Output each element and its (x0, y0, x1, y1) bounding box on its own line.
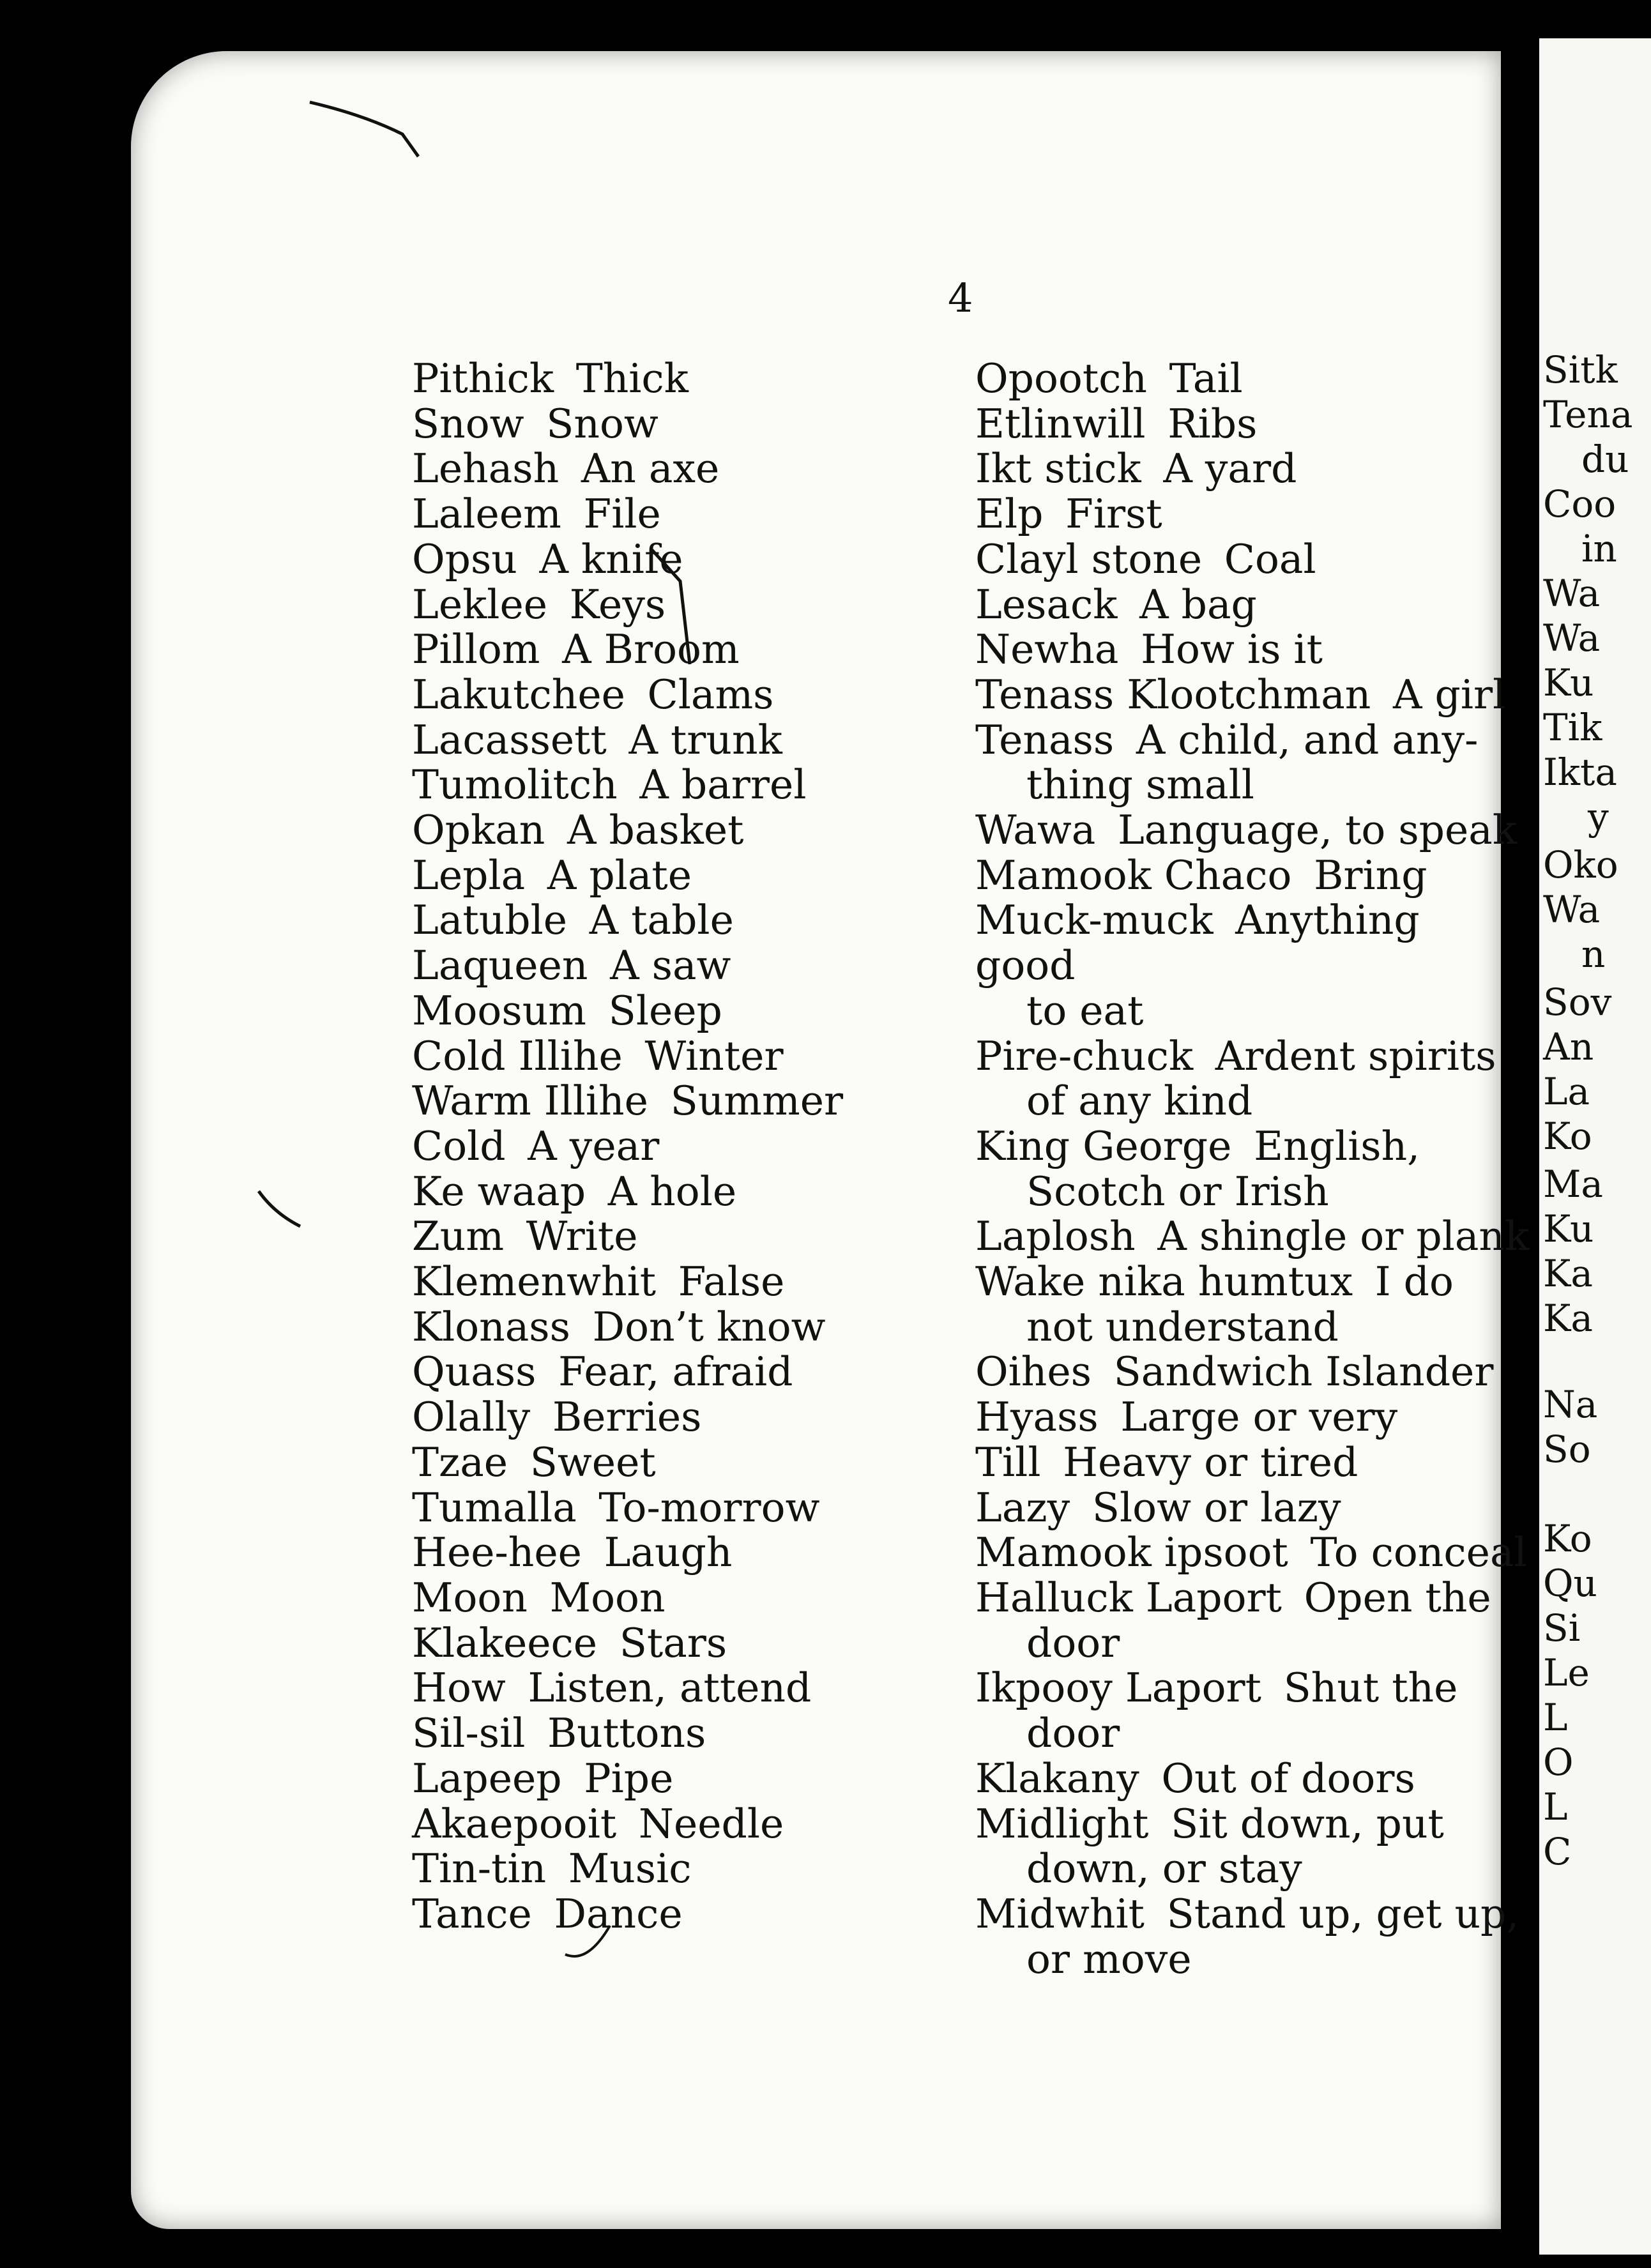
adjacent-page-text-fragment: An (1543, 1025, 1594, 1069)
chinook-word: Sil-sil (412, 1710, 526, 1757)
english-meaning: First (1065, 491, 1162, 538)
adjacent-page-text-fragment: Ko (1543, 1517, 1592, 1560)
english-meaning: An axe (581, 445, 720, 492)
vocabulary-entry (412, 1892, 897, 1937)
vocabulary-entry (975, 1214, 1531, 1260)
english-meaning: Buttons (547, 1710, 706, 1757)
meaning-continuation: thing small (1026, 761, 1254, 809)
adjacent-page-text-fragment: O (1543, 1740, 1574, 1784)
chinook-word: Pire-chuck (975, 1032, 1194, 1079)
english-meaning: Snow (546, 400, 658, 447)
adjacent-page-text-fragment: C (1543, 1830, 1572, 1873)
english-meaning: Summer (670, 1077, 844, 1125)
vocabulary-entry (412, 1621, 897, 1666)
english-meaning: Winter (644, 1032, 784, 1079)
english-meaning: I do (1374, 1258, 1454, 1305)
vocabulary-entry (975, 446, 1531, 492)
chinook-word: How (412, 1664, 506, 1712)
english-meaning: A barrel (639, 761, 807, 809)
chinook-word: Warm Illihe (412, 1077, 648, 1125)
vocabulary-entry (412, 853, 897, 899)
chinook-word: Clayl stone (975, 535, 1203, 582)
chinook-word: Klakeece (412, 1619, 598, 1666)
vocabulary-entry (412, 1802, 897, 1847)
chinook-word: Ke waap (412, 1168, 586, 1215)
vocabulary-entry (412, 1214, 897, 1260)
vocabulary-entry (975, 1576, 1531, 1666)
english-meaning: False (678, 1258, 785, 1305)
adjacent-page-text-fragment: Coo (1543, 482, 1617, 526)
english-meaning: How is it (1141, 626, 1323, 673)
chinook-word: Halluck Laport (975, 1574, 1282, 1621)
chinook-word: Etlinwill (975, 400, 1146, 447)
chinook-word: Pillom (412, 626, 540, 673)
english-meaning: Coal (1224, 535, 1316, 582)
english-meaning: Ribs (1168, 400, 1258, 447)
english-meaning: Slow or lazy (1092, 1484, 1341, 1531)
page-number: 4 (948, 275, 973, 321)
english-meaning: To conceal (1310, 1529, 1527, 1576)
chinook-word: Laqueen (412, 942, 588, 989)
vocabulary-entry (975, 1440, 1531, 1486)
chinook-word: Ikpooy Laport (975, 1664, 1261, 1712)
chinook-word: Mamook ipsoot (975, 1529, 1288, 1576)
english-meaning: Thick (575, 355, 689, 402)
vocabulary-entry (412, 943, 897, 989)
pen-mark (307, 89, 422, 160)
chinook-word: Cold Illihe (412, 1032, 623, 1079)
chinook-word: Latuble (412, 897, 568, 944)
english-meaning: Bring (1314, 851, 1427, 899)
vocabulary-entry (412, 1169, 897, 1215)
chinook-word: Tenass (975, 716, 1115, 763)
vocabulary-entry (412, 492, 897, 537)
chinook-word: Laplosh (975, 1213, 1136, 1260)
chinook-word: Opootch (975, 355, 1148, 402)
english-meaning: Stand up, get up, (1166, 1890, 1519, 1937)
chinook-word: King George (975, 1122, 1232, 1169)
vocabulary-entry (975, 1486, 1531, 1531)
english-meaning: A girl (1393, 671, 1506, 718)
vocabulary-entry (975, 1756, 1531, 1802)
adjacent-page-text-fragment: Le (1543, 1651, 1590, 1694)
chinook-word: Lesack (975, 581, 1118, 628)
adjacent-page-text-fragment: Tik (1543, 706, 1602, 749)
english-meaning: Tail (1169, 355, 1243, 402)
chinook-word: Tumolitch (412, 761, 618, 809)
adjacent-page-text-fragment: Ku (1543, 661, 1594, 704)
adjacent-page-text-fragment: Wa (1543, 888, 1601, 931)
english-meaning: Write (526, 1213, 638, 1260)
pen-mark (642, 543, 712, 671)
vocabulary-entry (412, 1486, 897, 1531)
english-meaning: Don’t know (592, 1303, 826, 1350)
chinook-word: Tance (412, 1890, 532, 1937)
english-meaning: A trunk (628, 716, 782, 763)
vocabulary-entry (412, 989, 897, 1034)
meaning-continuation: of any kind (1026, 1077, 1253, 1125)
english-meaning: A shingle or plank (1157, 1213, 1530, 1260)
adjacent-page-text-fragment: Si (1543, 1606, 1581, 1650)
adjacent-page-edge (1539, 38, 1651, 2255)
chinook-word: Moosum (412, 987, 587, 1034)
vocabulary-entry (412, 446, 897, 492)
chinook-word: Klonass (412, 1303, 570, 1350)
adjacent-page-text-fragment: L (1543, 1785, 1568, 1829)
english-meaning: A yard (1163, 445, 1297, 492)
vocabulary-entry (412, 1530, 897, 1576)
chinook-word: Klemenwhit (412, 1258, 657, 1305)
vocabulary-entry (975, 1892, 1531, 1982)
adjacent-page-text-fragment: Wa (1543, 616, 1601, 660)
meaning-continuation: door (1026, 1619, 1120, 1666)
vocabulary-entry (412, 1666, 897, 1711)
adjacent-page-text-fragment: Tena (1543, 393, 1633, 436)
vocabulary-entry (975, 1666, 1531, 1756)
english-meaning: Open the (1304, 1574, 1491, 1621)
vocabulary-entry (412, 1079, 897, 1124)
english-meaning: Dance (554, 1890, 683, 1937)
vocabulary-entry (412, 673, 897, 718)
vocabulary-entry (975, 673, 1531, 718)
adjacent-page-text-fragment: Ko (1543, 1115, 1592, 1158)
adjacent-page-text-fragment: Sitk (1543, 348, 1618, 392)
vocabulary-entry (412, 1711, 897, 1756)
vocabulary-entry (412, 1846, 897, 1892)
vocabulary-entry (412, 1034, 897, 1079)
english-meaning: Pipe (584, 1754, 674, 1802)
vocabulary-entry (412, 1440, 897, 1486)
pen-mark (255, 1188, 307, 1233)
vocabulary-entry (975, 356, 1531, 402)
chinook-word: Akaepooit (412, 1800, 617, 1847)
chinook-word: Lepla (412, 851, 526, 899)
vocabulary-entry (975, 898, 1531, 1033)
english-meaning: Listen, attend (528, 1664, 812, 1712)
english-meaning: Clams (647, 671, 774, 718)
english-meaning: A bag (1139, 581, 1257, 628)
chinook-word: Wake nika humtux (975, 1258, 1353, 1305)
chinook-word: Lehash (412, 445, 559, 492)
chinook-word: Midwhit (975, 1890, 1145, 1937)
chinook-word: Ikt stick (975, 445, 1141, 492)
adjacent-page-text-fragment: n (1581, 932, 1606, 976)
vocabulary-entry (975, 537, 1531, 582)
adjacent-page-text-fragment: Ikta (1543, 750, 1617, 794)
chinook-word: Moon (412, 1574, 528, 1621)
right-vocabulary-column (975, 356, 1531, 1982)
vocabulary-entry (975, 1395, 1531, 1440)
pen-mark (562, 1919, 613, 1964)
chinook-word: Till (975, 1438, 1041, 1486)
meaning-continuation: down, or stay (1026, 1845, 1302, 1892)
vocabulary-entry (412, 1305, 897, 1350)
chinook-word: Lapeep (412, 1754, 562, 1802)
vocabulary-entry (412, 1576, 897, 1621)
chinook-word: Wawa (975, 807, 1096, 854)
chinook-word: Mamook Chaco (975, 851, 1292, 899)
vocabulary-entry (412, 898, 897, 943)
meaning-continuation: not understand (1026, 1303, 1339, 1350)
chinook-word: Tumalla (412, 1484, 577, 1531)
chinook-word: Klakany (975, 1754, 1139, 1802)
english-meaning: Language, to speak (1117, 807, 1518, 854)
english-meaning: Music (568, 1845, 692, 1892)
meaning-continuation: to eat (1026, 987, 1144, 1034)
adjacent-page-text-fragment: Oko (1543, 843, 1618, 887)
english-meaning: Sleep (608, 987, 722, 1034)
adjacent-page-text-fragment: Ku (1543, 1207, 1594, 1251)
english-meaning: A knife (539, 535, 683, 582)
chinook-word: Opsu (412, 535, 517, 582)
chinook-word: Olally (412, 1394, 531, 1441)
vocabulary-entry (975, 1260, 1531, 1350)
chinook-word: Midlight (975, 1800, 1149, 1847)
chinook-word: Lacassett (412, 716, 607, 763)
adjacent-page-text-fragment: du (1581, 438, 1629, 481)
vocabulary-entry (975, 582, 1531, 628)
chinook-word: Zum (412, 1213, 505, 1260)
vocabulary-entry (412, 808, 897, 853)
english-meaning: Anything good (975, 897, 1420, 989)
english-meaning: Laugh (604, 1529, 733, 1576)
adjacent-page-text-fragment: La (1543, 1070, 1590, 1113)
vocabulary-entry (975, 1124, 1531, 1214)
english-meaning: Fear, afraid (558, 1348, 793, 1396)
adjacent-page-text-fragment: Sov (1543, 980, 1612, 1024)
english-meaning: Stars (619, 1619, 727, 1666)
adjacent-page-text-fragment: L (1543, 1696, 1568, 1739)
adjacent-page-text-fragment: in (1581, 527, 1617, 570)
vocabulary-entry (975, 1350, 1531, 1395)
vocabulary-entry (412, 1350, 897, 1395)
vocabulary-entry (412, 1260, 897, 1305)
vocabulary-entry (412, 1124, 897, 1169)
english-meaning: Ardent spirits (1215, 1032, 1496, 1079)
english-meaning: A year (528, 1122, 660, 1169)
english-meaning: A hole (607, 1168, 737, 1215)
vocabulary-entry (975, 718, 1531, 808)
chinook-word: Elp (975, 491, 1044, 538)
chinook-word: Tin-tin (412, 1845, 547, 1892)
chinook-word: Oihes (975, 1348, 1092, 1396)
adjacent-page-text-fragment: So (1543, 1427, 1591, 1471)
vocabulary-entry (412, 402, 897, 447)
adjacent-page-text-fragment: Ka (1543, 1297, 1593, 1340)
chinook-word: Hyass (975, 1394, 1099, 1441)
vocabulary-entry (412, 763, 897, 808)
chinook-word: Lakutchee (412, 671, 625, 718)
chinook-word: Tzae (412, 1438, 508, 1486)
english-meaning: Moon (549, 1574, 666, 1621)
english-meaning: Keys (569, 581, 666, 628)
english-meaning: A Broom (562, 626, 740, 673)
english-meaning: A saw (610, 942, 731, 989)
adjacent-page-text-fragment: Qu (1543, 1562, 1597, 1605)
chinook-word: Newha (975, 626, 1119, 673)
meaning-continuation: or move (1026, 1935, 1192, 1983)
chinook-word: Pithick (412, 355, 554, 402)
adjacent-page-text-fragment: Na (1543, 1383, 1598, 1426)
english-meaning: Large or very (1120, 1394, 1398, 1441)
meaning-continuation: Scotch or Irish (1026, 1168, 1329, 1215)
english-meaning: Out of doors (1161, 1754, 1415, 1802)
english-meaning: Sandwich Islander (1113, 1348, 1494, 1396)
vocabulary-entry (975, 853, 1531, 899)
vocabulary-entry (975, 492, 1531, 537)
english-meaning: A basket (567, 807, 744, 854)
english-meaning: Shut the (1283, 1664, 1458, 1712)
english-meaning: To-morrow (598, 1484, 820, 1531)
english-meaning: File (583, 491, 661, 538)
vocabulary-entry (412, 1756, 897, 1802)
english-meaning: English, (1254, 1122, 1420, 1169)
chinook-word: Tenass Klootchman (975, 671, 1371, 718)
english-meaning: Sweet (529, 1438, 656, 1486)
adjacent-page-text-fragment: Wa (1543, 572, 1601, 615)
vocabulary-entry (975, 627, 1531, 673)
vocabulary-entry (975, 1802, 1531, 1892)
chinook-word: Cold (412, 1122, 506, 1169)
adjacent-page-text-fragment: Ka (1543, 1252, 1593, 1295)
meaning-continuation: door (1026, 1710, 1120, 1757)
english-meaning: Heavy or tired (1063, 1438, 1358, 1486)
chinook-word: Hee-hee (412, 1529, 582, 1576)
vocabulary-entry (975, 808, 1531, 853)
english-meaning: A child, and any- (1136, 716, 1479, 763)
english-meaning: Needle (638, 1800, 784, 1847)
vocabulary-entry (975, 402, 1531, 447)
english-meaning: Berries (552, 1394, 702, 1441)
adjacent-page-text-fragment: y (1588, 795, 1609, 839)
chinook-word: Snow (412, 400, 524, 447)
vocabulary-entry (412, 718, 897, 763)
chinook-word: Quass (412, 1348, 536, 1396)
english-meaning: A plate (547, 851, 692, 899)
english-meaning: Sit down, put (1171, 1800, 1444, 1847)
english-meaning: A table (589, 897, 734, 944)
chinook-word: Opkan (412, 807, 545, 854)
vocabulary-entry (412, 356, 897, 402)
chinook-word: Leklee (412, 581, 548, 628)
vocabulary-entry (975, 1530, 1531, 1576)
chinook-word: Laleem (412, 491, 561, 538)
chinook-word: Lazy (975, 1484, 1070, 1531)
vocabulary-entry (975, 1034, 1531, 1124)
chinook-word: Muck-muck (975, 897, 1214, 944)
vocabulary-entry (412, 1395, 897, 1440)
adjacent-page-text-fragment: Ma (1543, 1162, 1603, 1206)
